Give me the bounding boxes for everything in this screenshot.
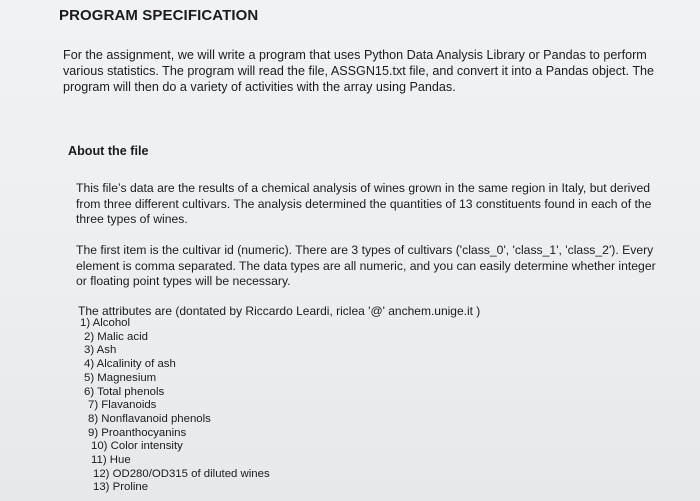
list-item: 11) Hue <box>91 454 131 467</box>
section-heading: About the file <box>68 144 149 158</box>
list-item: 9) Proanthocyanins <box>88 426 187 439</box>
attributes-list <box>80 317 270 495</box>
list-item: 5) Magnesium <box>84 371 157 384</box>
intro-paragraph: For the assignment, we will write a program that uses Python Data Analysis Library or Pandas to perform various statistics. The program will read the file, ASSGN15.txt file, and convert it into a Pandas object. The program will then do a variety of activities with the array using Pandas. <box>63 48 655 94</box>
list-item: 1) Alcohol <box>80 317 131 329</box>
page-title: PROGRAM SPECIFICATION <box>59 7 259 24</box>
list-item: 10) Color intensity <box>91 440 183 453</box>
list-item: 7) Flavanoids <box>88 399 157 412</box>
list-item: 3) Ash <box>84 344 117 357</box>
list-item: 12) OD280/OD315 of diluted wines <box>93 467 270 480</box>
file-description-paragraph: This file’s data are the results of a chemical analysis of wines grown in the same region in Italy, but derived from three different cultivars. The analysis determined the quantities of 13 constituents found in each of the three types of wines. <box>76 181 652 226</box>
list-item: 6) Total phenols <box>84 385 165 398</box>
list-item: 8) Nonflavanoid phenols <box>88 412 211 425</box>
list-item: 4) Alcalinity of ash <box>84 358 176 371</box>
list-item: 2) Malic acid <box>84 330 148 343</box>
list-item: 13) Proline <box>93 481 149 494</box>
attributes-intro: The attributes are (dontated by Riccardo Leardi, riclea '@' anchem.unige.it ) <box>78 304 481 318</box>
cultivar-paragraph: The first item is the cultivar id (numeric). There are 3 types of cultivars ('class_0', 'class_1', 'class_2'). Every element is comma separated. The data types are all numeric, and you can easily determine whether integer or floating point types will be necessary. <box>76 243 656 288</box>
